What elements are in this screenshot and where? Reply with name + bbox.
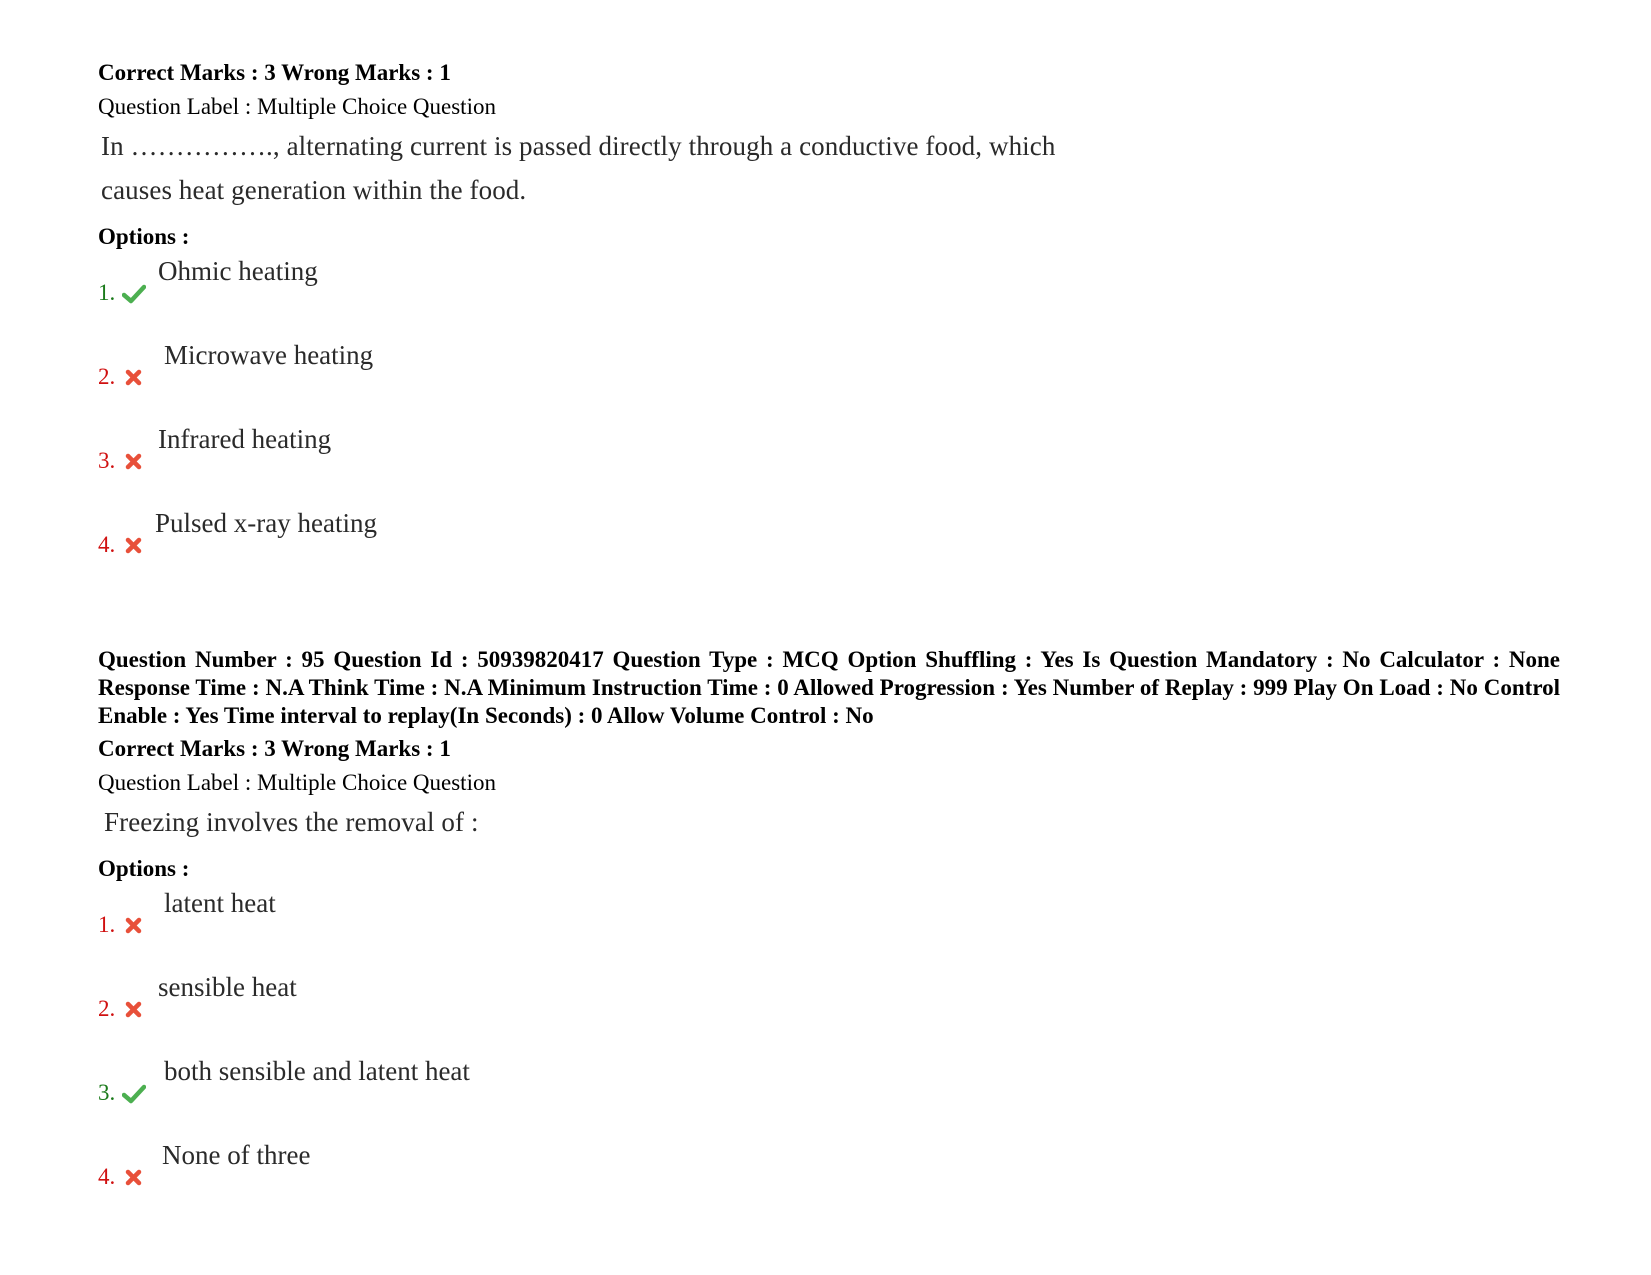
- option-4: [98, 1138, 1568, 1222]
- marks-line: Correct Marks : 3 Wrong Marks : 1: [98, 60, 451, 85]
- question-text: [101, 124, 1568, 212]
- option-number: 4.: [98, 1164, 116, 1189]
- question-text-line-1: Freezing involves the removal of :: [104, 807, 479, 837]
- option-text: Ohmic heating: [158, 256, 318, 286]
- check-icon: [122, 1084, 146, 1104]
- question-text-line-2: causes heat generation within the food.: [101, 175, 527, 205]
- option-number: 4.: [98, 532, 116, 557]
- option-number: 1.: [98, 280, 116, 305]
- cross-icon: [122, 452, 146, 472]
- marks-line: Correct Marks : 3 Wrong Marks : 1: [98, 736, 451, 761]
- options-heading: Options :: [98, 224, 190, 249]
- option-text: Microwave heating: [164, 340, 374, 370]
- option-text: Pulsed x-ray heating: [155, 508, 377, 538]
- option-3: [98, 1054, 1568, 1138]
- option-text: sensible heat: [158, 972, 297, 1002]
- option-text: None of three: [162, 1140, 311, 1170]
- question-label: Question Label : Multiple Choice Question: [98, 94, 496, 119]
- question-label: Question Label : Multiple Choice Question: [98, 770, 496, 795]
- question-meta: Question Number : 95 Question Id : 50939820417 Question Type : MCQ Option Shuffling : Yes Is Question Mandatory : No Calculator : None Response Time : N.A Think Time : N.A Minimum Instruction Time : 0 Allowed Progression : Yes Number of Replay : 999 Play On Load : No Control Enable : Yes Time interval to replay(In Seconds) : 0 Allow Volume Control : No: [98, 647, 1560, 728]
- option-text: both sensible and latent heat: [164, 1056, 470, 1086]
- option-text: Infrared heating: [158, 424, 332, 454]
- cross-icon: [122, 536, 146, 556]
- question-95: [98, 646, 1568, 1222]
- cross-icon: [122, 916, 146, 936]
- option-number: 2.: [98, 364, 116, 389]
- page: [98, 58, 1568, 1222]
- option-number: 3.: [98, 1080, 116, 1105]
- cross-icon: [122, 368, 146, 388]
- option-2: [98, 970, 1568, 1054]
- cross-icon: [122, 1168, 146, 1188]
- options-list: [98, 254, 1568, 590]
- option-number: 2.: [98, 996, 116, 1021]
- question-text-line-1: In ……………., alternating current is passed directly through a conductive food, which: [101, 131, 1056, 161]
- option-3: [98, 422, 1568, 506]
- question-94: [98, 58, 1568, 590]
- option-1: [98, 886, 1568, 970]
- option-4: [98, 506, 1568, 590]
- options-heading: Options :: [98, 856, 190, 881]
- option-2: [98, 338, 1568, 422]
- option-text: latent heat: [164, 888, 276, 918]
- cross-icon: [122, 1000, 146, 1020]
- check-icon: [122, 284, 146, 304]
- question-text: [101, 800, 1568, 844]
- option-number: 3.: [98, 448, 116, 473]
- options-list: [98, 886, 1568, 1222]
- option-1: [98, 254, 1568, 338]
- option-number: 1.: [98, 912, 116, 937]
